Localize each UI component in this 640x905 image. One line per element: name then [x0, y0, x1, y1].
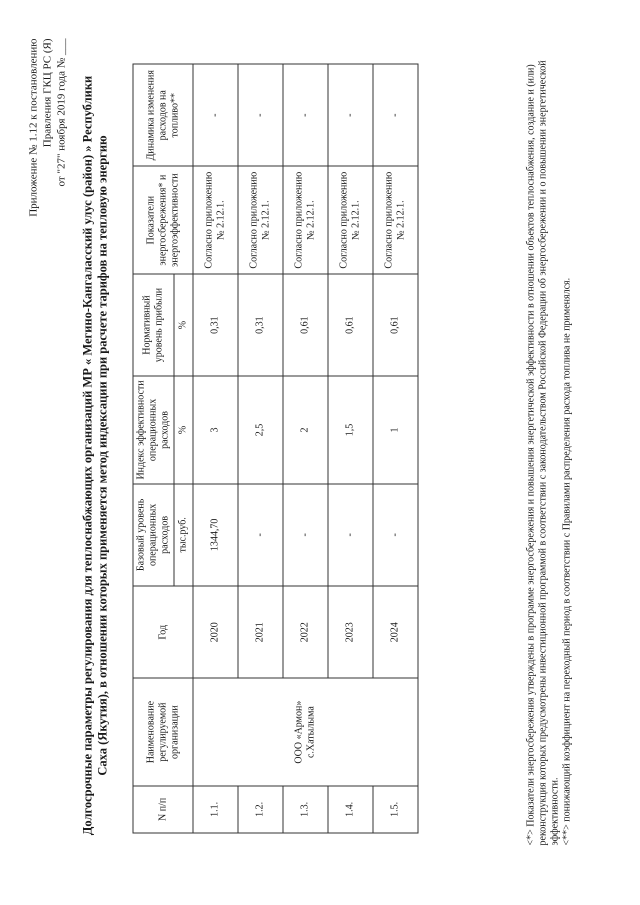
unit-index: %	[174, 376, 193, 483]
table-row	[193, 64, 238, 833]
approval-line-1: Приложение № 1.12 к постановлению	[27, 38, 39, 217]
header-norm: Нормативный уровень прибыли	[133, 273, 174, 375]
cell-no: 1.2.	[238, 785, 283, 832]
parameters-table	[132, 63, 418, 833]
cell-norm: 0,61	[283, 273, 328, 375]
cell-energy: Согласно приложению № 2.12.1.	[238, 166, 283, 273]
cell-energy: Согласно приложению № 2.12.1.	[373, 166, 418, 273]
cell-norm: 0,31	[238, 273, 283, 375]
cell-energy: Согласно приложению № 2.12.1.	[193, 166, 238, 273]
cell-index: 1	[373, 376, 418, 483]
cell-no: 1.5.	[373, 785, 418, 832]
rotated-document	[20, 20, 620, 885]
footnote-fuel: <**> понижающий коэффициент на переходный период в соответствии с Правилами распределения расхода топлива не применялся.	[561, 277, 572, 845]
cell-org: ООО «Армон» с.Хатылыма	[193, 678, 418, 785]
header-org: Наименование регулируемой организации	[133, 678, 193, 785]
cell-year: 2020	[193, 586, 238, 678]
cell-year: 2022	[283, 586, 328, 678]
cell-index: 2,5	[238, 376, 283, 483]
approval-line-3: от "27" ноября 2019 года № ___	[55, 38, 67, 186]
cell-fuel: -	[238, 64, 283, 166]
cell-base: -	[373, 483, 418, 585]
header-energy: Показатели энергосбережения* и энергоэффективности	[133, 166, 193, 273]
cell-year: 2021	[238, 586, 283, 678]
approval-line-2: Правления ГКЦ РС (Я)	[41, 38, 53, 147]
cell-index: 2	[283, 376, 328, 483]
unit-base: тыс.руб.	[174, 483, 193, 585]
cell-no: 1.1.	[193, 785, 238, 832]
cell-base: -	[283, 483, 328, 585]
document-title: Долгосрочные параметры регулирования для теплоснабжающих организаций МР « Мегино-Кангаласский улус (район) » Республики Саха (Якутия), в отношении которых применяется метод индексации при расчете тарифов на тепловую энергию	[80, 75, 109, 835]
cell-index: 1,5	[328, 376, 373, 483]
approval-block	[26, 38, 68, 368]
header-fuel: Динамика изменения расходов на топливо**	[133, 64, 193, 166]
cell-fuel: -	[193, 64, 238, 166]
cell-fuel: -	[283, 64, 328, 166]
table-header-row	[133, 64, 174, 833]
cell-norm: 0,61	[373, 273, 418, 375]
cell-energy: Согласно приложению № 2.12.1.	[328, 166, 373, 273]
header-year: Год	[133, 586, 193, 678]
cell-base: 1344,70	[193, 483, 238, 585]
cell-base: -	[328, 483, 373, 585]
cell-no: 1.4.	[328, 785, 373, 832]
cell-index: 3	[193, 376, 238, 483]
cell-norm: 0,61	[328, 273, 373, 375]
cell-fuel: -	[373, 64, 418, 166]
footnote-energy: <*> Показатели энергосбережения утверждены в программе энергосбережения и повышения энергетической эффективности в отношении объектов теплоснабжения, создание и (или) реконструкция которых предусмотрены инвестиционной программой в соответствии с законодательством Российской Федерации об энергосбережении и о повышении энергетической эффективности.	[525, 59, 560, 845]
cell-base: -	[238, 483, 283, 585]
cell-year: 2024	[373, 586, 418, 678]
cell-fuel: -	[328, 64, 373, 166]
footnotes	[525, 45, 573, 845]
header-index: Индекс эффективности операционных расходов	[133, 376, 174, 483]
cell-no: 1.3.	[283, 785, 328, 832]
cell-norm: 0,31	[193, 273, 238, 375]
header-base: Базовый уровень операционных расходов	[133, 483, 174, 585]
header-no: N п/п	[133, 785, 193, 832]
cell-energy: Согласно приложению № 2.12.1.	[283, 166, 328, 273]
cell-year: 2023	[328, 586, 373, 678]
unit-norm: %	[174, 273, 193, 375]
